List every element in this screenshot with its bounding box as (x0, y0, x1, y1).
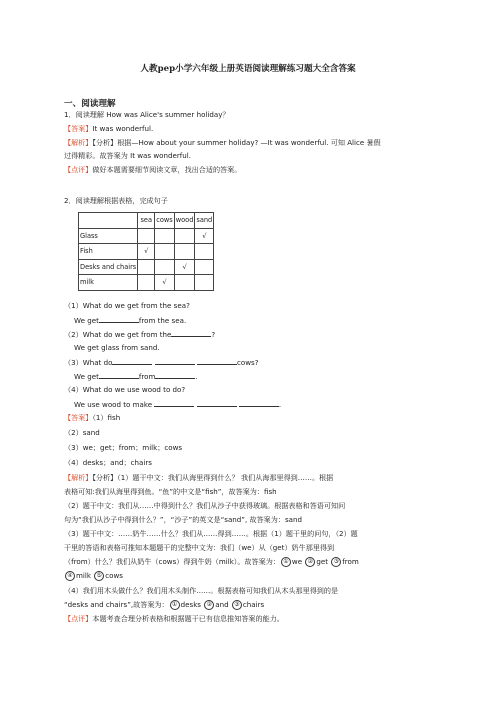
answer-blank (112, 357, 152, 365)
answer-word: chairs (242, 600, 265, 609)
answer-word: milk (76, 571, 91, 580)
table-cell (155, 244, 175, 260)
table-header-cell: wood (174, 213, 195, 229)
answer-blank (171, 329, 211, 337)
table-row (79, 275, 214, 291)
q1-question: 1．阅读理解 How was Alice's summer holiday？ (64, 110, 230, 119)
q2-analysis-4: 句为“我们从沙子中得到什么？”，“沙子”的英文是“sand”, 故答案为：sand (64, 515, 302, 524)
answer-word: and (215, 600, 229, 609)
table-row (79, 244, 214, 260)
answer-word: desks (180, 600, 201, 609)
answer-blank (154, 399, 194, 407)
text: （3）What do (64, 358, 113, 367)
table-cell: Glass (79, 228, 138, 244)
text: cows? (236, 358, 259, 367)
analysis-tag: 【解析】 (64, 473, 93, 482)
text: We use wood to make (74, 400, 153, 409)
q2-answer-1 (64, 413, 120, 423)
sentence-4: （4）What do we use wood to do? (64, 385, 186, 394)
q1-comment-text: 做好本题需要细节阅读文章，找出合适的答案。 (92, 165, 242, 174)
q2-analysis-10 (64, 600, 264, 610)
table-cell: √ (155, 275, 175, 291)
table-cell (174, 228, 195, 244)
table-cell (155, 228, 175, 244)
answer-word: from (342, 557, 359, 566)
circled-number: ① (170, 600, 180, 610)
circled-number: ② (305, 557, 315, 567)
answer-tag: 【答案】 (64, 124, 93, 133)
answer-blank (99, 371, 139, 379)
info-table (78, 212, 214, 291)
table-cell (195, 244, 214, 260)
text: We get (74, 372, 99, 381)
q1-analysis-text-1: 【分析】根据—How about your summer holiday? —It was wonderful. 可知 Alice 暑假 (92, 138, 381, 147)
answer-tag: 【答案】 (64, 413, 93, 422)
table-cell (174, 275, 195, 291)
table-cell (138, 275, 155, 291)
table-header-row (79, 213, 214, 229)
analysis-tag: 【解析】 (64, 138, 93, 147)
table-header-cell: sand (195, 213, 214, 229)
sentence-3-blank-line (74, 371, 198, 382)
q2-answer-2: （2）sand (64, 428, 100, 437)
circled-number: ① (281, 557, 291, 567)
q1-answer-text: It was wonderful. (92, 124, 154, 133)
q1-comment (64, 165, 241, 175)
comment-text: 本题考查合理分析表格和根据题干已有信息推知答案的能力。 (92, 614, 284, 623)
answer-word: get (316, 557, 328, 566)
analysis-text: （from）什么？我们从奶牛（cows）得到牛奶（milk）。故答案为： (64, 557, 280, 566)
circled-number: ② (204, 600, 214, 610)
q2-analysis-2: 表格可知:我们从海里得到鱼。“鱼”的中文是“fish”，故答案为：fish (64, 487, 277, 496)
q1-analysis-text-2: 过得精彩。故答案为 It was wonderful. (64, 151, 191, 160)
table-cell (174, 244, 195, 260)
answer-text: （1）fish (92, 413, 121, 422)
table-header-cell: sea (138, 213, 155, 229)
answer-blank (197, 357, 237, 365)
section-heading: 一、阅读理解 (64, 99, 116, 109)
text: ? (211, 330, 216, 339)
q2-question: 2．阅读理解根据表格，完成句子 (64, 196, 168, 205)
comment-tag: 【点评】 (64, 614, 93, 623)
table-cell (138, 259, 155, 275)
circled-number: ③ (232, 600, 242, 610)
answer-blank (155, 371, 198, 381)
text: We get (74, 316, 99, 325)
table-cell: Desks and chairs (79, 259, 138, 275)
q2-answer-4: （4）desks；and；chairs (64, 458, 152, 467)
text: from the sea. (138, 316, 187, 325)
answer-blank (155, 357, 195, 365)
text: from (138, 372, 156, 381)
document-title: 人教pep小学六年级上册英语阅读理解练习题大全含答案 (140, 64, 356, 74)
q2-analysis-8 (64, 571, 123, 581)
sentence-3 (64, 357, 258, 368)
answer-word: cows (105, 571, 123, 580)
table-cell (138, 228, 155, 244)
answer-word: we (291, 557, 303, 566)
sentence-4-blank-line (74, 399, 281, 410)
q2-comment (64, 614, 284, 624)
table-cell: √ (174, 259, 195, 275)
table-row (79, 228, 214, 244)
text: . (195, 372, 198, 381)
q2-analysis-3: （2）题干中文：我们从……中得到什么？我们从沙子中获得玻璃。根据表格和答语可知问 (64, 501, 346, 510)
table-cell: √ (138, 244, 155, 260)
answer-blank (99, 315, 139, 323)
q2-answer-3: （3）we；get；from；milk；cows (64, 443, 183, 452)
comment-tag: 【点评】 (64, 165, 93, 174)
analysis-text: “desks and chairs”,故答案为： (64, 600, 169, 609)
sentence-2 (64, 329, 215, 340)
sentence-1: （1）What do we get from the sea? (64, 301, 190, 310)
table-cell: milk (79, 275, 138, 291)
q2-analysis-5: （3）题干中文：……奶牛……什么？我们从……得到……。根据（1）题干里的问句，（2）题 (64, 529, 358, 538)
q2-analysis-7 (64, 557, 359, 567)
text: . (278, 400, 282, 409)
text: （2）What do we get from the (64, 330, 172, 339)
table-cell (195, 259, 214, 275)
circled-number: ⑤ (94, 571, 104, 581)
table-header-cell: cows (155, 213, 175, 229)
sentence-1-blank-line (74, 315, 186, 326)
circled-number: ③ (331, 557, 341, 567)
table-cell: Fish (79, 244, 138, 260)
table-cell: √ (195, 228, 214, 244)
sentence-2-answer: We get glass from sand. (74, 343, 160, 352)
analysis-text: 【分析】（1）题干中文：我们从海里得到什么？ 我们从海那里得到……。根据 (92, 473, 334, 482)
table-row (79, 259, 214, 275)
q1-answer (64, 124, 153, 134)
table-cell (155, 259, 175, 275)
table-header-cell (79, 213, 138, 229)
circled-number: ④ (65, 571, 75, 581)
q1-analysis-line (64, 138, 381, 148)
table-cell (195, 275, 214, 291)
q2-analysis-6: 干里的答语和表格可推知本题题干的完整中文为：我们（we）从（get）奶牛那里得到 (64, 543, 335, 552)
q2-analysis-9: （4）我们用木头做什么？我们用木头制作……。根据表格可知我们从木头那里得到的是 (64, 586, 339, 595)
answer-blank (239, 399, 282, 409)
answer-blank (197, 399, 237, 407)
q2-analysis-1 (64, 473, 333, 483)
